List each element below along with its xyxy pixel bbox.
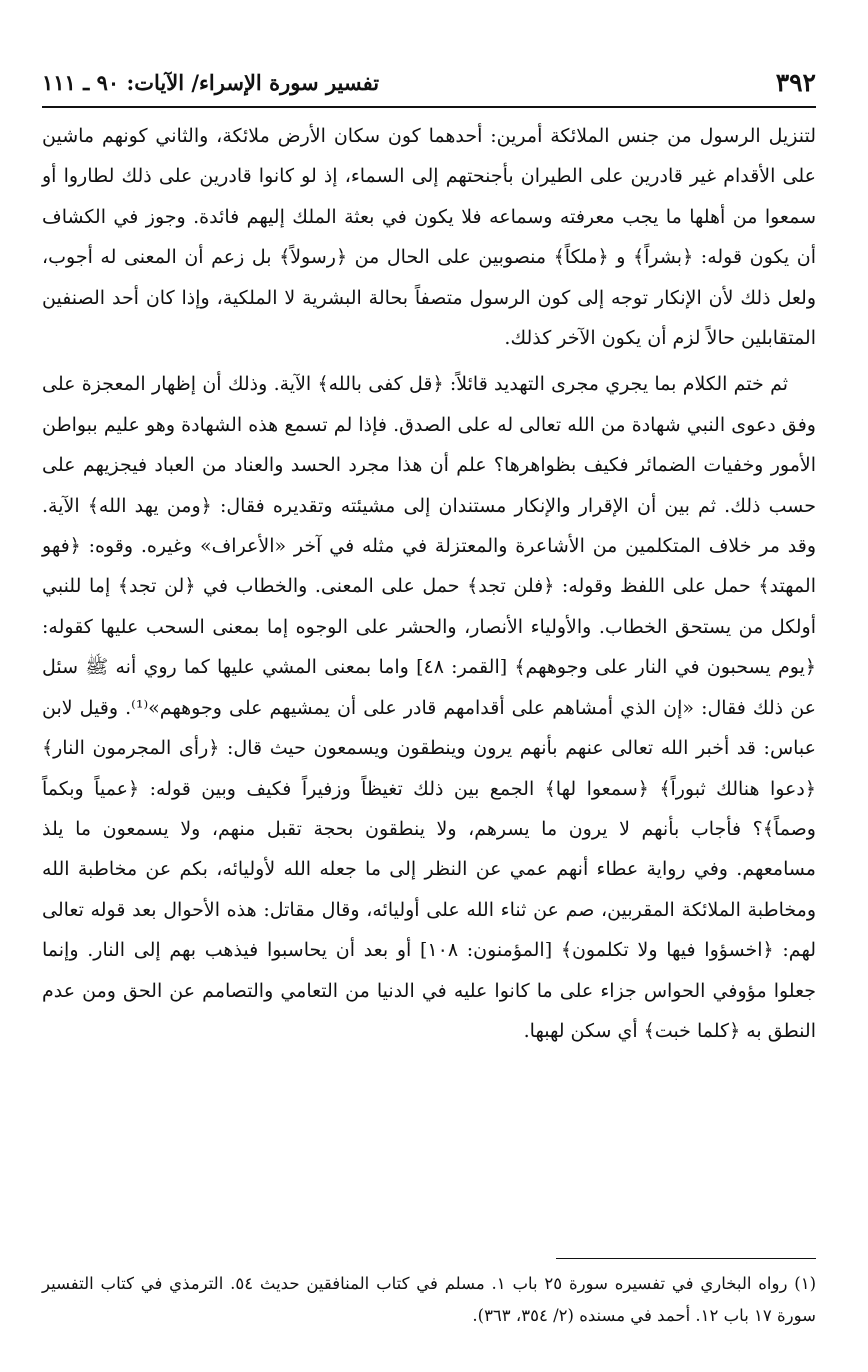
footnote-divider	[556, 1258, 816, 1259]
footnote: (١) رواه البخاري في تفسيره سورة ٢٥ باب ١. مسلم في كتاب المنافقين حديث ٥٤. الترمذي في كتاب التفسير سورة ١٧ باب ١٢. أحمد في مسنده (٢/ ٣٥٤، ٣٦٣).	[42, 1274, 817, 1325]
running-title: تفسير سورة الإسراء/ الآيات: ٩٠ ـ ١١١	[42, 69, 380, 95]
paragraph: لتنزيل الرسول من جنس الملائكة أمرين: أحدهما كون سكان الأرض ملائكة، والثاني كونهم ماشين على الأقدام غير قادرين على الطيران بأجنحتهم إلى السماء، إذ لو كانوا قادرين على ذلك لطاروا أو سمعوا من أهلها ما يجب معرفته وسماعه فلا يكون في بعثة الملك إليهم فائدة. وجوز في الكشاف أن يكون قوله: ﴿بشراً﴾ و ﴿ملكاً﴾ منصوبين على الحال من ﴿رسولاً﴾ بل زعم أن المعنى له أجوب، ولعل ذلك لأن الإنكار توجه إلى كون الرسول متصفاً بحالة البشرية لا الملكية، وإذا كان أحد الصنفين المتقابلين حالاً لزم أن يكون الآخر كذلك.	[42, 125, 816, 350]
page-number: ٣٩٢	[775, 67, 816, 97]
paragraph: ثم ختم الكلام بما يجري مجرى التهديد قائلاً: ﴿قل كفى بالله﴾ الآية. وذلك أن إظهار المعجزة على وفق دعوى النبي شهادة من الله تعالى له على الصدق. فإذا لم تسمع هذه الشهادة وهو عليم ببواطن الأمور وخفيات الضمائر فكيف بظواهرها؟ علم أن هذا مجرد الحسد والعناد من العباد فيجزيهم على حسب ذلك. ثم بين أن الإقرار والإنكار مستندان إلى مشيئته وتقديره فقال: ﴿ومن يهد الله﴾ الآية. وقد مر خلاف المتكلمين من الأشاعرة والمعتزلة في مثله في آخر «الأعراف» وغيره. وقوه: ﴿فهو المهتد﴾ حمل على اللفظ وقوله: ﴿فلن تجد﴾ حمل على المعنى. والخطاب في ﴿لن تجد﴾ إما للنبي أولكل من يستحق الخطاب. والأولياء الأنصار، والحشر على الوجوه إما بمعنى السحب عليها كقوله: ﴿يوم يسحبون في النار على وجوههم﴾ [القمر: ٤٨] واما بمعنى المشي عليها كما روي أنه ﷺ سئل عن ذلك فقال: «إن الذي أمشاهم على أقدامهم قادر على أن يمشيهم على وجوههم»⁽¹⁾. وقيل لابن عباس: قد أخبر الله تعالى عنهم بأنهم يرون وينطقون ويسمعون حيث قال: ﴿رأى المجرمون النار﴾ ﴿دعوا هنالك ثبوراً﴾ ﴿سمعوا لها﴾ الجمع بين ذلك تغيظاً وزفيراً فكيف وبين قوله: ﴿عمياً وبكماً وصماً﴾؟ فأجاب بأنهم لا يرون ما يسرهم، ولا ينطقون بحجة تقبل منهم، ولا يسمعون ما يلذ مسامعهم. وفي رواية عطاء أنهم عمي عن النظر إلى ما جعله الله لأوليائه، بكم عن مخاطبة الله ومخاطبة الملائكة المقربين، صم عن ثناء الله على أوليائه، وقال مقاتل: هذه الأحوال بعد قوله تعالى لهم: ﴿اخسؤوا فيها ولا تكلمون﴾ [المؤمنون: ١٠٨] أو بعد أن يحاسبوا فيذهب بهم إلى النار. وإنما جعلوا مؤوفي الحواس جزاء على ما كانوا عليه في الدنيا من التعامي والتصامم عن الحق ومن عدم النطق به ﴿كلما خبت﴾ أي سكن لهبها.	[42, 373, 816, 1042]
body-text	[42, 116, 816, 1051]
page-header	[42, 62, 816, 108]
footnotes	[42, 1268, 816, 1332]
